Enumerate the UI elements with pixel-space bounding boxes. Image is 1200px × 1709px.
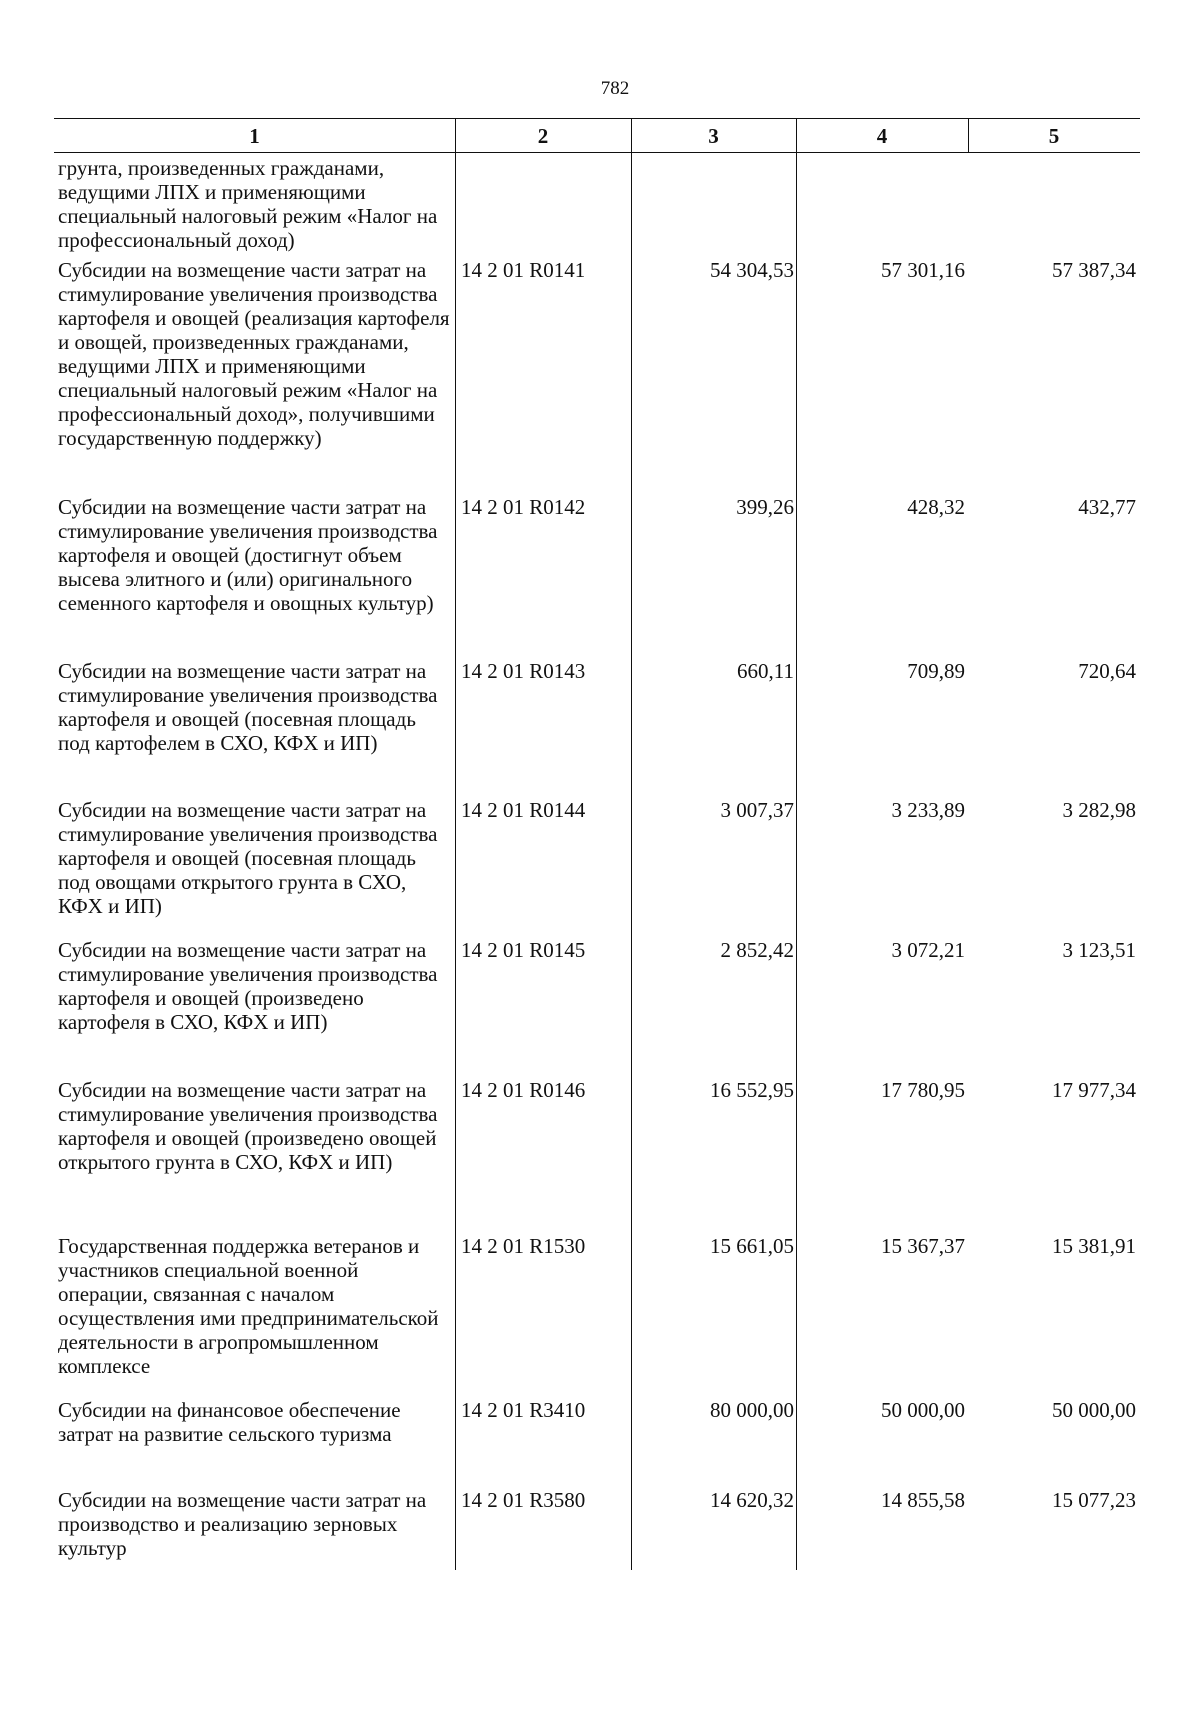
row-name: Субсидии на возмещение части затрат на стимулирование увеличения производства картофеля и овощей (достигнут объем высева элитного и (или) оригинального семенного картофеля и овощных культур) (58, 495, 438, 615)
row-code: 14 2 01 R3410 (461, 1398, 586, 1422)
row-code: 14 2 01 R3580 (461, 1488, 586, 1512)
row-code: 14 2 01 R0144 (461, 798, 586, 822)
row-value-col-4: 50 000,00 (881, 1398, 965, 1422)
row-value-col-5: 15 381,91 (1052, 1234, 1136, 1258)
table-header-rule (54, 152, 1140, 153)
row-value-col-5: 3 123,51 (1062, 938, 1136, 962)
row-name: Субсидии на возмещение части затрат на стимулирование увеличения производства картофеля и овощей (произведено овощей открытого грунта в СХО, КФХ и ИП) (58, 1078, 438, 1174)
row-value-col-4: 709,89 (907, 659, 965, 683)
row-name: Субсидии на возмещение части затрат на производство и реализацию зерновых культур (58, 1488, 427, 1560)
page-number: 782 (600, 78, 630, 99)
row-value-col-3: 2 852,42 (720, 938, 794, 962)
column-divider (455, 118, 456, 1570)
row-name: Субсидии на возмещение части затрат на стимулирование увеличения производства картофеля и овощей (посевная площадь под овощами открытого грунта в СХО, КФХ и ИП) (58, 798, 438, 918)
header-col-5: 5 (1048, 124, 1060, 148)
row-code: 14 2 01 R0142 (461, 495, 586, 519)
row-code: 14 2 01 R1530 (461, 1234, 586, 1258)
row-value-col-5: 15 077,23 (1052, 1488, 1136, 1512)
row-name: грунта, произведенных гражданами, ведущими ЛПХ и применяющими специальный налоговый режим «Налог на профессиональный доход) (58, 156, 438, 252)
row-name: Субсидии на возмещение части затрат на стимулирование увеличения производства картофеля и овощей (посевная площадь под картофелем в СХО, КФХ и ИП) (58, 659, 438, 755)
header-col-1: 1 (249, 124, 260, 148)
header-col-4: 4 (876, 124, 888, 148)
row-value-col-5: 432,77 (1078, 495, 1136, 519)
row-value-col-5: 720,64 (1078, 659, 1136, 683)
row-code: 14 2 01 R0145 (461, 938, 586, 962)
row-value-col-4: 17 780,95 (881, 1078, 965, 1102)
row-value-col-5: 17 977,34 (1052, 1078, 1136, 1102)
row-value-col-3: 14 620,32 (710, 1488, 794, 1512)
row-value-col-3: 80 000,00 (710, 1398, 794, 1422)
row-value-col-3: 399,26 (736, 495, 794, 519)
column-divider (796, 118, 797, 1570)
row-value-col-3: 54 304,53 (710, 258, 794, 282)
row-value-col-5: 50 000,00 (1052, 1398, 1136, 1422)
row-value-col-5: 57 387,34 (1052, 258, 1136, 282)
row-code: 14 2 01 R0146 (461, 1078, 586, 1102)
row-value-col-3: 15 661,05 (710, 1234, 794, 1258)
row-name: Субсидии на возмещение части затрат на стимулирование увеличения производства картофеля и овощей (реализация картофеля и овощей, произведенных гражданами, ведущими ЛПХ и применяющими специальный налоговый режим «Налог на профессиональный доход», получившими государственную поддержку) (58, 258, 450, 450)
budget-table (54, 118, 1140, 1570)
row-value-col-4: 3 233,89 (891, 798, 965, 822)
row-value-col-4: 15 367,37 (881, 1234, 965, 1258)
row-value-col-4: 3 072,21 (891, 938, 965, 962)
row-value-col-4: 14 855,58 (881, 1488, 965, 1512)
row-value-col-3: 660,11 (737, 659, 794, 683)
row-name: Субсидии на финансовое обеспечение затрат на развитие сельского туризма (58, 1398, 401, 1446)
row-code: 14 2 01 R0141 (461, 258, 586, 282)
row-value-col-5: 3 282,98 (1062, 798, 1136, 822)
table-top-rule (54, 118, 1140, 119)
row-code: 14 2 01 R0143 (461, 659, 586, 683)
row-name: Государственная поддержка ветеранов и участников специальной военной операции, связанная с началом осуществления ими предпринимательской деятельности в агропромышленном комплексе (58, 1234, 439, 1378)
row-value-col-4: 428,32 (907, 495, 965, 519)
row-value-col-3: 3 007,37 (720, 798, 794, 822)
row-value-col-3: 16 552,95 (710, 1078, 794, 1102)
row-name: Субсидии на возмещение части затрат на стимулирование увеличения производства картофеля и овощей (произведено картофеля в СХО, КФХ и ИП) (58, 938, 438, 1034)
header-col-3: 3 (708, 124, 719, 148)
header-col-2: 2 (537, 124, 549, 148)
row-value-col-4: 57 301,16 (881, 258, 965, 282)
column-divider (631, 118, 632, 1570)
